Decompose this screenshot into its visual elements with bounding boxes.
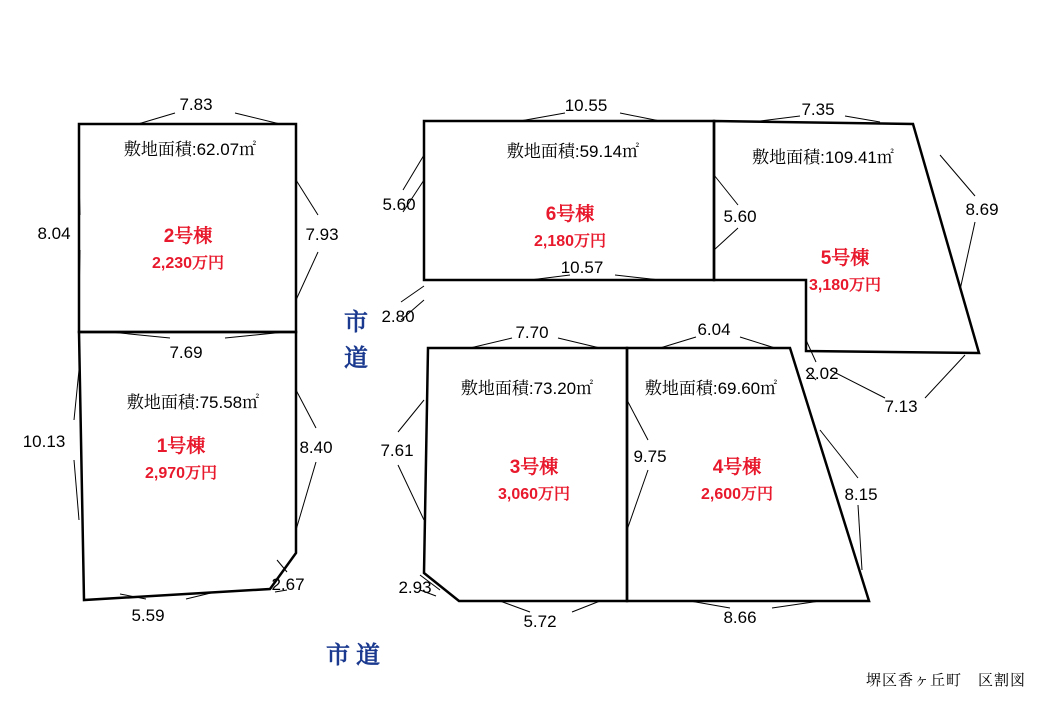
dim-7-13: 7.13 <box>884 397 918 416</box>
dim-7-69: 7.69 <box>169 343 203 362</box>
dim-5-60-right: 5.60 <box>723 207 757 226</box>
dim-8-15: 8.15 <box>844 485 878 504</box>
road-label-bottom: 市道 <box>326 642 386 669</box>
dim-10-13: 10.13 <box>22 432 66 451</box>
dim-5-60-left: 5.60 <box>382 195 416 214</box>
dim-7-93: 7.93 <box>305 225 339 244</box>
dim-8-40: 8.40 <box>299 438 333 457</box>
dim-2-80: 2.80 <box>381 307 415 326</box>
area-lot-5: 敷地面積:109.41㎡ <box>752 148 894 167</box>
dim-8-66: 8.66 <box>723 608 757 627</box>
dim-7-70: 7.70 <box>515 323 549 342</box>
road-label-vertical: 市 道 <box>344 309 368 372</box>
dim-9-75: 9.75 <box>633 447 667 466</box>
dim-5-59: 5.59 <box>131 606 165 625</box>
lot-3-price: 3,060万円 <box>497 485 571 503</box>
dim-7-83: 7.83 <box>179 95 213 114</box>
lot-3-name: 3号棟 <box>509 457 559 478</box>
lot-3-block <box>498 457 570 504</box>
dim-10-57: 10.57 <box>560 258 604 277</box>
dim-10-55: 10.55 <box>564 96 608 115</box>
dim-6-04: 6.04 <box>697 320 731 339</box>
lot-2-name: 2号棟 <box>163 226 213 247</box>
dim-2-67: 2.67 <box>271 575 305 594</box>
lot-1-price: 2,970万円 <box>144 464 218 482</box>
dim-7-35: 7.35 <box>801 100 835 119</box>
lot-4-price: 2,600万円 <box>700 485 774 503</box>
diagram-caption: 堺区香ヶ丘町 区割図 <box>866 672 1027 689</box>
area-lot-1: 敷地面積:75.58㎡ <box>126 393 260 412</box>
dim-5-72: 5.72 <box>523 612 557 631</box>
lot-4-name: 4号棟 <box>712 457 762 478</box>
area-lot-6: 敷地面積:59.14㎡ <box>506 142 640 161</box>
lot-1-name: 1号棟 <box>156 436 206 457</box>
lot-6-price: 2,180万円 <box>533 232 607 250</box>
dim-2-02: 2.02 <box>805 364 839 383</box>
lot-5-name: 5号棟 <box>820 248 870 269</box>
area-lot-2: 敷地面積:62.07㎡ <box>123 140 257 159</box>
lot-2-price: 2,230万円 <box>151 254 225 272</box>
lot-6-name: 6号棟 <box>545 204 595 225</box>
lot-5-block <box>809 248 881 295</box>
lot-5-price: 3,180万円 <box>808 276 882 294</box>
area-lot-4: 敷地面積:69.60㎡ <box>644 379 778 398</box>
lot-1-block <box>145 436 217 483</box>
lot-6-block <box>534 204 606 251</box>
dim-8-69: 8.69 <box>965 200 999 219</box>
dim-8-04: 8.04 <box>37 224 71 243</box>
dim-7-61: 7.61 <box>380 441 414 460</box>
lot-2-block <box>152 226 224 273</box>
dimension-leader-lines <box>74 113 975 612</box>
area-lot-3: 敷地面積:73.20㎡ <box>460 379 594 398</box>
dim-2-93: 2.93 <box>398 578 432 597</box>
lot-4-block <box>701 457 773 504</box>
